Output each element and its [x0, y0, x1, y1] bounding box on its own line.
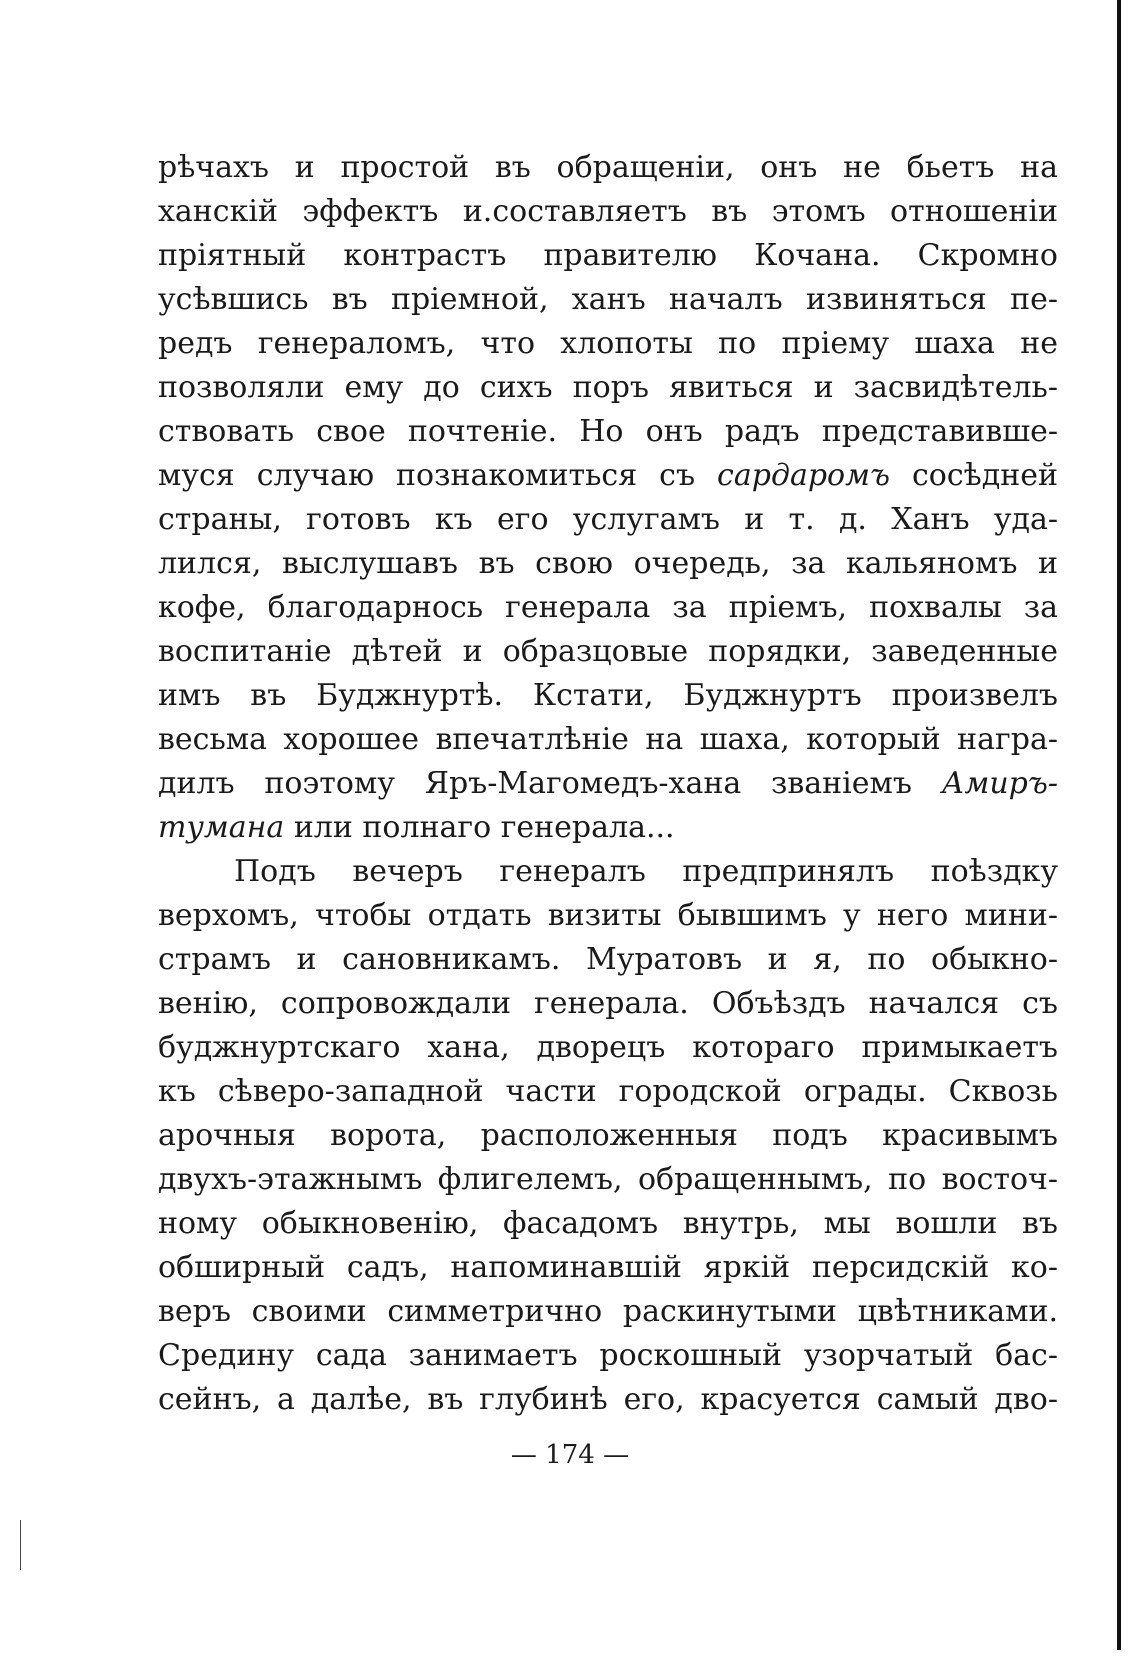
- text-line: воспитаніе дѣтей и образцовые порядки, заведенные: [158, 634, 1058, 669]
- text-line: двухъ-этажнымъ флигелемъ, обращеннымъ, по восточ-: [158, 1162, 1058, 1197]
- text-line: буджнуртскаго хана, дворецъ котораго примыкаетъ: [158, 1030, 1058, 1065]
- text-line: венію, сопровождали генерала. Объѣздъ начался съ: [158, 986, 1058, 1021]
- text-line: ханскій эффектъ и.составляетъ въ этомъ отношеніи: [158, 194, 1058, 229]
- margin-mark: [20, 1520, 21, 1570]
- text-line: обширный садъ, напоминавшій яркій персидскій ко-: [158, 1250, 1058, 1285]
- text-line: редъ генераломъ, что хлопоты по пріему шаха не: [158, 326, 1058, 361]
- text-segment: или полнаго генерала...: [293, 810, 675, 845]
- text-line: къ сѣверо-западной части городской ограды. Сквозь: [158, 1074, 1058, 1109]
- text-line: ствовать свое почтеніе. Но онъ радъ представивше-: [158, 414, 1058, 449]
- text-line-with-italic: [158, 454, 1058, 498]
- text-line: усѣвшись въ пріемной, ханъ началъ извиняться пе-: [158, 282, 1058, 317]
- text-line-with-italic: [158, 762, 1058, 806]
- text-line-with-italic: [158, 806, 1058, 850]
- text-segment: сосѣдней: [911, 458, 1058, 493]
- text-line: пріятный контрастъ правителю Кочана. Скромно: [158, 238, 1058, 273]
- text-line: весьма хорошее впечатлѣніе на шаха, который награ-: [158, 722, 1058, 757]
- italic-word: Амиръ-: [941, 766, 1058, 801]
- text-segment: муся случаю познакомиться съ: [158, 458, 696, 493]
- text-line: ному обыкновенію, фасадомъ внутрь, мы вошли въ: [158, 1206, 1058, 1241]
- text-line: веръ своими симметрично раскинутыми цвѣтниками.: [158, 1294, 1058, 1329]
- text-line: сейнъ, а далѣе, въ глубинѣ его, красуется самый дво-: [158, 1382, 1058, 1417]
- text-line: имъ въ Буджнуртѣ. Кстати, Буджнуртъ произвелъ: [158, 678, 1058, 713]
- text-segment: дилъ поэтому Яръ-Магомедъ-хана званіемъ: [158, 766, 912, 801]
- text-line: арочныя ворота, расположенныя подъ красивымъ: [158, 1118, 1058, 1153]
- text-line: лился, выслушавъ въ свою очередь, за кальяномъ и: [158, 546, 1058, 581]
- page-edge-line: [1117, 0, 1121, 1650]
- page-number: — 174 —: [510, 1440, 630, 1470]
- italic-word: сардаромъ: [717, 458, 890, 493]
- text-line: кофе, благодарнось генерала за пріемъ, похвалы за: [158, 590, 1058, 625]
- text-line: позволяли ему до сихъ поръ явиться и засвидѣтель-: [158, 370, 1058, 405]
- italic-word: тумана: [158, 810, 285, 845]
- text-line: верхомъ, чтобы отдать визиты бывшимъ у него мини-: [158, 898, 1058, 933]
- text-line: Средину сада занимаетъ роскошный узорчатый бас-: [158, 1338, 1058, 1373]
- paragraph-first-line: Подъ вечеръ генералъ предпринялъ поѣздку: [234, 854, 1058, 889]
- body-text: [158, 146, 1058, 1422]
- text-line: страмъ и сановникамъ. Муратовъ и я, по обыкно-: [158, 942, 1058, 977]
- text-line: рѣчахъ и простой въ обращеніи, онъ не бьетъ на: [158, 150, 1058, 185]
- text-line: страны, готовъ къ его услугамъ и т. д. Ханъ уда-: [158, 502, 1058, 537]
